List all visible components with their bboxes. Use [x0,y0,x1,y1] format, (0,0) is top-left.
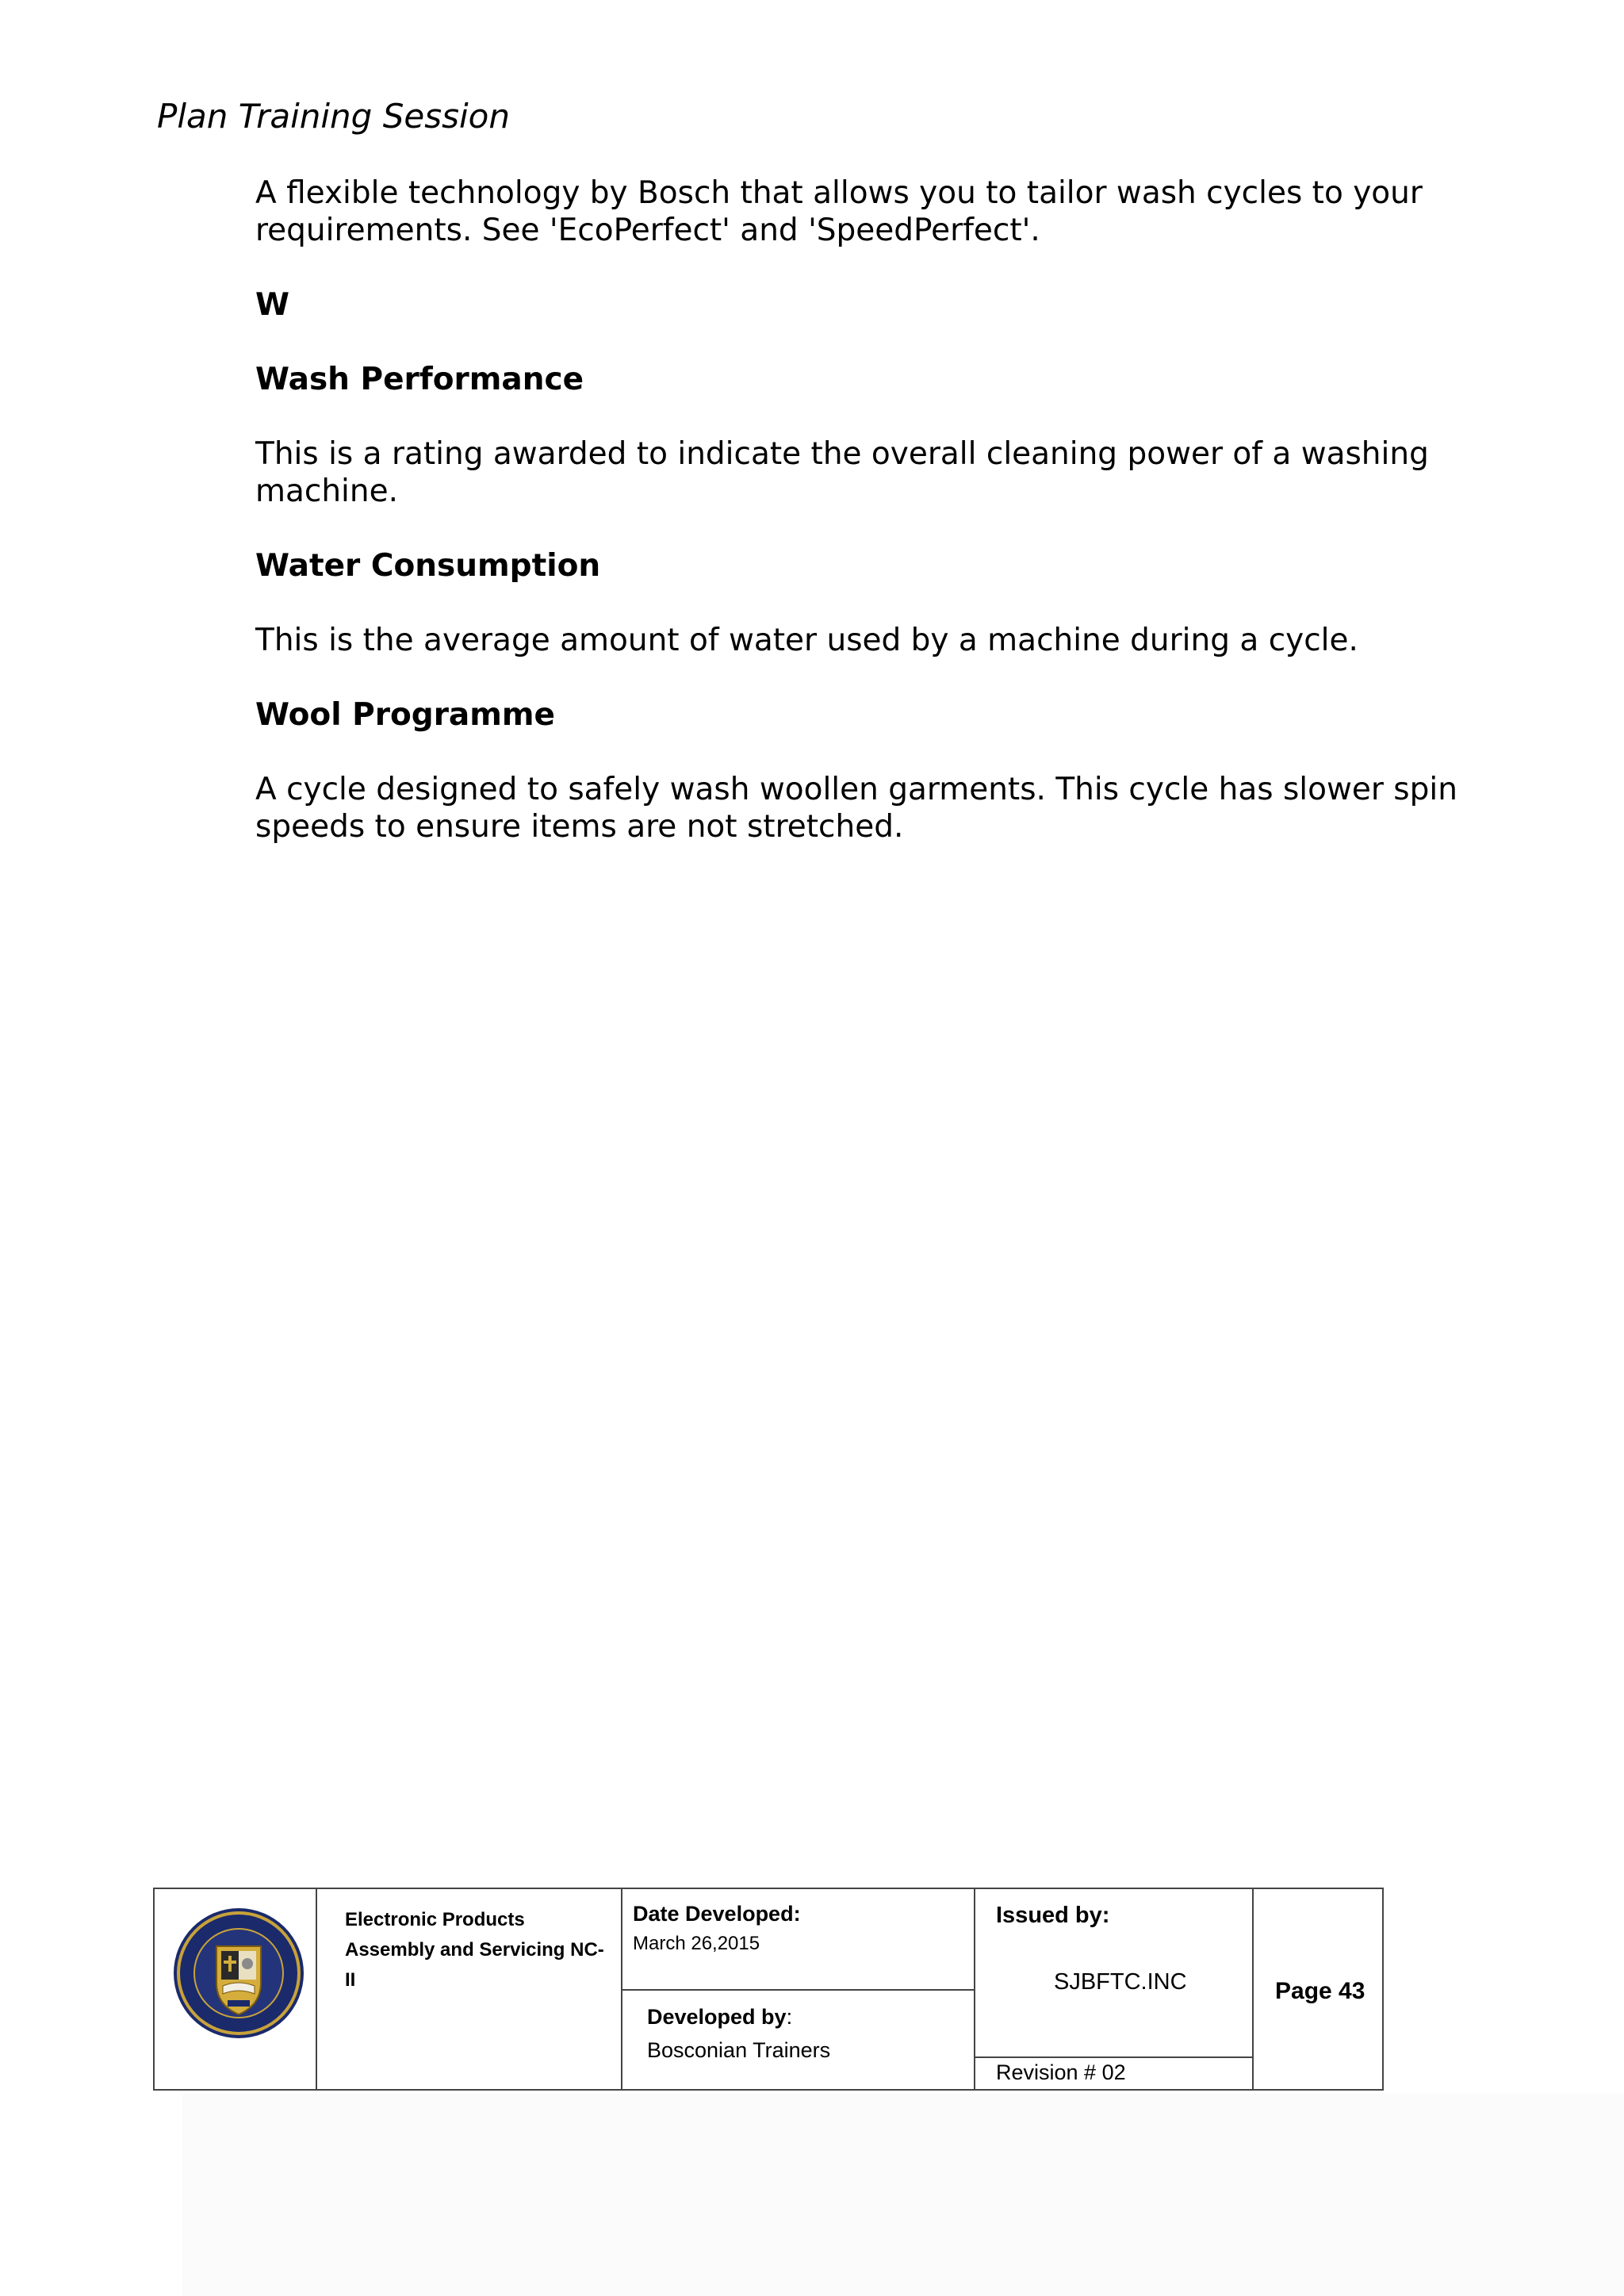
developed-by-colon: : [786,2005,793,2029]
developed-by-label: Developed by [647,2005,787,2029]
document-footer-table [153,1888,1384,2091]
glossary-content [255,174,1492,883]
glossary-definition: This is a rating awarded to indicate the overall cleaning power of a washing machine. [255,436,1429,509]
glossary-definition: This is the average amount of water used by a machine during a cycle. [255,623,1358,658]
footer-divider [1252,1889,1254,2089]
date-developed-label: Date Developed: [633,1902,801,1926]
footer-divider [316,1889,317,2089]
issued-by-value: SJBFTC.INC [1054,1969,1187,1995]
glossary-definition: A cycle designed to safely wash woollen garments. This cycle has slower spin speeds to ensure items are not stretched. [255,772,1457,845]
developed-by-value: Bosconian Trainers [647,2038,831,2062]
revision-number: Revision # 02 [996,2060,1126,2084]
issued-by-label: Issued by: [996,1903,1110,1928]
course-name-line: Electronic Products [345,1909,525,1930]
intro-paragraph: A flexible technology by Bosch that allows you to tailor wash cycles to your requirements. See 'EcoPerfect' and 'SpeedPerfect'. [255,175,1423,248]
page-bottom-shade [182,2094,1624,2296]
glossary-term: Water Consumption [255,548,601,584]
glossary-term: Wash Performance [255,362,584,397]
course-name-line: Assembly and Servicing NC- [345,1939,604,1961]
course-name-line: II [345,1969,356,1991]
footer-divider [621,1989,974,1991]
page-header-title: Plan Training Session [157,97,510,136]
page-number: Page 43 [1275,1978,1365,2004]
footer-divider [974,1889,975,2089]
developed-by-label-group [647,2002,792,2032]
date-developed-value: March 26,2015 [633,1933,760,1954]
training-center-seal-logo [172,1907,305,2040]
glossary-term: Wool Programme [255,697,555,733]
section-letter: W [255,287,290,323]
